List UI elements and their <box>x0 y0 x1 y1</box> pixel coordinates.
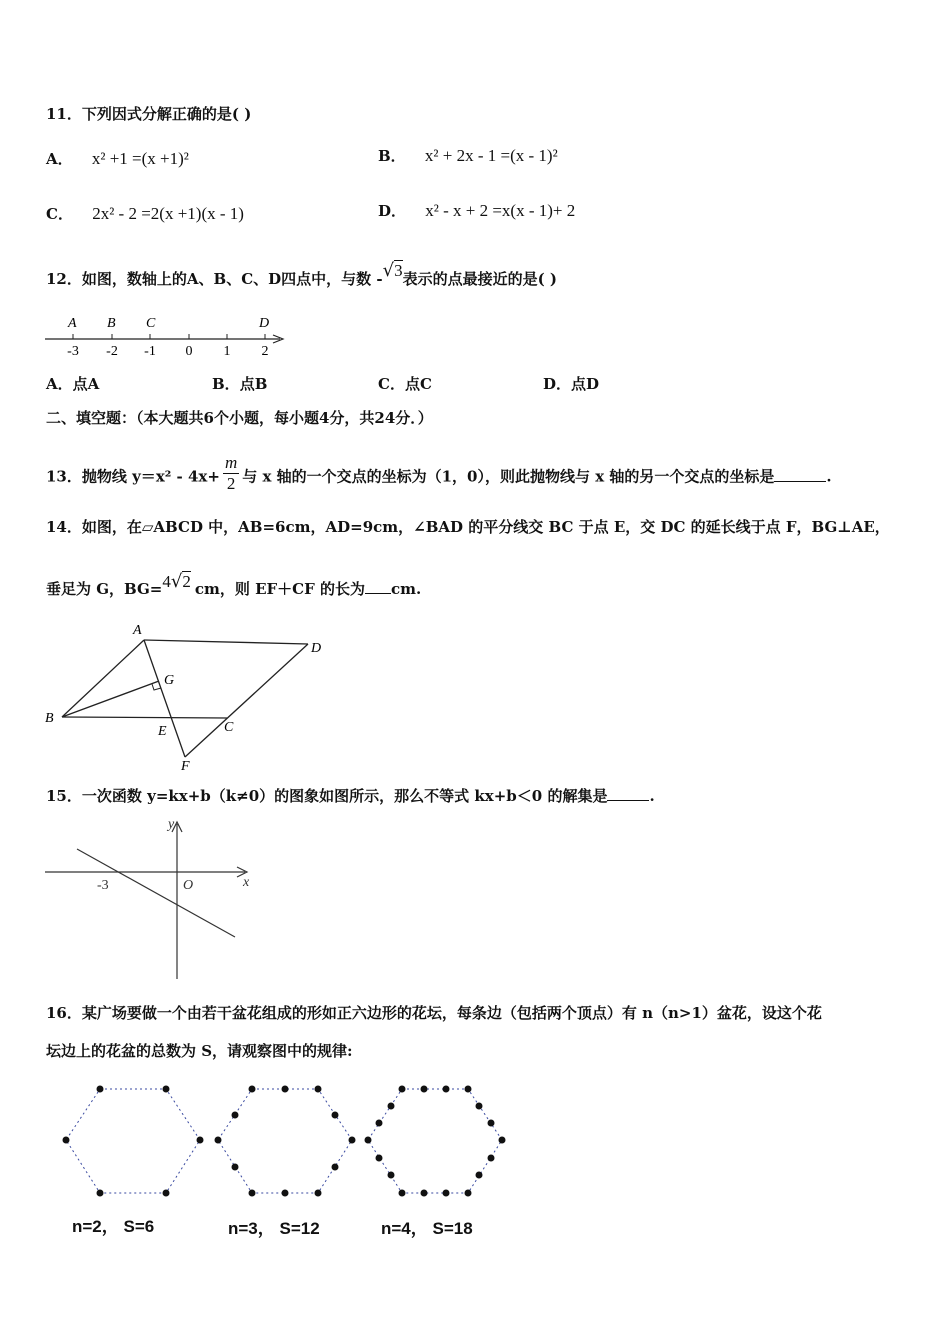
flower-pot-dot <box>365 1137 372 1144</box>
tick-label: 1 <box>223 344 231 359</box>
fraction <box>223 453 239 494</box>
q11-option-c <box>46 203 244 224</box>
caption-n3: n=3， S=12 <box>228 1219 320 1238</box>
x-axis-label: x <box>243 875 250 890</box>
flower-pot-dot <box>332 1164 339 1171</box>
flower-pot-dot <box>488 1120 495 1127</box>
sqrt-sign: √ <box>170 571 183 592</box>
hexagon-outline <box>218 1089 352 1193</box>
section-title: 二、填空题：（本大题共6个小题，每小题4分，共24分．） <box>46 409 433 427</box>
parallelogram-figure <box>40 618 340 776</box>
flower-pot-dot <box>332 1112 339 1119</box>
vertex-label-b: B <box>45 711 54 726</box>
q14-line2-before: 垂足为 G，BG= <box>46 580 163 598</box>
segment-ab <box>62 640 144 717</box>
flower-pot-dot <box>465 1190 472 1197</box>
flower-pot-dot <box>476 1172 483 1179</box>
function-line <box>77 849 235 937</box>
option-label: B． <box>378 147 406 165</box>
flower-pot-dot <box>421 1086 428 1093</box>
radicand: 3 <box>394 261 403 280</box>
q15-stem <box>46 785 655 806</box>
q16-line2: 坛边上的花盆的总数为 S，请观察图中的规律: <box>46 1042 353 1060</box>
point-label-b: B <box>107 316 116 331</box>
point-label-c: C <box>146 316 156 331</box>
segment-bg <box>62 681 159 717</box>
q16-line1: 16．某广场要做一个由若干盆花组成的形如正六边形的花坛，每条边（包括两个顶点）有 n（n>1）盆花，设这个花 <box>46 1004 822 1022</box>
tick-label: 0 <box>185 344 193 359</box>
point-label-d: D <box>259 316 270 331</box>
tick-label: -2 <box>106 344 118 359</box>
option-label: C． <box>46 205 73 223</box>
q14-line2-end: cm. <box>390 580 422 598</box>
flower-pot-dot <box>315 1190 322 1197</box>
q12-option-d <box>543 373 599 394</box>
q13-after: 与 x 轴的一个交点的坐标为（1，0），则此抛物线与 x 轴的另一个交点的坐标是 <box>242 467 775 486</box>
flower-pot-dot <box>232 1112 239 1119</box>
q14-line1: 14．如图，在▱ABCD 中，AB=6cm，AD=9cm，∠BAD 的平分线交 BC 于点 E，交 DC 的延长线于点 F，BG⊥AE， <box>46 518 890 536</box>
hexagon-outline <box>66 1089 200 1193</box>
q11-option-d <box>378 200 575 221</box>
flower-pot-dot <box>163 1190 170 1197</box>
point-label-e: E <box>158 724 167 739</box>
hexagon-figures <box>40 1075 520 1210</box>
q14-line2 <box>46 571 422 599</box>
flower-pot-dot <box>388 1103 395 1110</box>
linear-function-figure <box>40 812 260 984</box>
option-text: 点C <box>404 375 432 393</box>
q15-end: . <box>649 787 655 805</box>
option-text: 点D <box>571 375 600 393</box>
answer-blank[interactable] <box>607 786 649 801</box>
flower-pot-dot <box>376 1120 383 1127</box>
segment-ad <box>144 640 308 644</box>
q11-stem: 11．下列因式分解正确的是( ) <box>46 105 252 123</box>
bg-coefficient: 4 <box>162 572 171 591</box>
bg-radicand: 2 <box>182 572 191 591</box>
q13-end: . <box>826 467 832 486</box>
option-label: A． <box>46 150 73 168</box>
option-expr: x² +1 =(x +1)² <box>91 149 189 168</box>
x-intercept-label: -3 <box>97 878 109 893</box>
flower-pot-dot <box>443 1190 450 1197</box>
flower-pot-dot <box>215 1137 222 1144</box>
vertex-label-c: C <box>224 720 234 735</box>
fraction-denominator: 2 <box>226 474 236 493</box>
option-expr: x² + 2x - 1 =(x - 1)² <box>424 146 558 165</box>
flower-pot-dot <box>349 1137 356 1144</box>
q15-text: 15．一次函数 y=kx+b（k≠0）的图象如图所示，那么不等式 kx+b＜0 的解集是 <box>46 787 608 805</box>
q13-stem <box>46 453 832 498</box>
segment-bc <box>62 717 227 718</box>
flower-pot-dot <box>282 1190 289 1197</box>
hexagon-n4 <box>365 1086 506 1197</box>
flower-pot-dot <box>97 1190 104 1197</box>
option-label: B． <box>212 375 240 393</box>
option-label: D． <box>543 375 572 393</box>
flower-pot-dot <box>376 1155 383 1162</box>
option-expr: 2x² - 2 =2(x +1)(x - 1) <box>92 204 244 223</box>
flower-pot-dot <box>488 1155 495 1162</box>
option-label: A． <box>46 375 73 393</box>
vertex-label-d: D <box>311 641 322 656</box>
tick-label: 2 <box>261 344 269 359</box>
flower-pot-dot <box>63 1137 70 1144</box>
flower-pot-dot <box>163 1086 170 1093</box>
flower-pot-dot <box>443 1086 450 1093</box>
fraction-numerator: m <box>224 453 238 472</box>
answer-blank[interactable] <box>774 467 826 482</box>
q11-option-b <box>378 145 558 166</box>
flower-pot-dot <box>97 1086 104 1093</box>
q14-line2-after: cm，则 EF＋CF 的长为 <box>194 580 365 598</box>
q12-stem-before: 12．如图，数轴上的A、B、C、D四点中，与数 - <box>46 270 383 288</box>
q12-option-b <box>212 373 267 394</box>
flower-pot-dot <box>399 1190 406 1197</box>
q12-option-a <box>46 373 99 394</box>
q12-stem <box>46 260 557 289</box>
point-label-a: A <box>68 316 77 331</box>
flower-pot-dot <box>476 1103 483 1110</box>
segment-df <box>185 644 308 757</box>
point-label-g: G <box>164 673 175 688</box>
tick-label: -3 <box>67 344 79 359</box>
flower-pot-dot <box>465 1086 472 1093</box>
q12-stem-after: 表示的点最接近的是( ) <box>402 270 557 288</box>
flower-pot-dot <box>249 1190 256 1197</box>
hexagon-n3 <box>215 1086 356 1197</box>
y-axis-label: y <box>168 817 175 832</box>
caption-n2: n=2， S=6 <box>72 1217 155 1236</box>
segment-af <box>144 640 185 757</box>
option-label: C． <box>378 375 405 393</box>
option-label: D． <box>378 202 407 220</box>
flower-pot-dot <box>499 1137 506 1144</box>
point-label-f: F <box>181 759 190 774</box>
number-line-figure <box>40 310 300 360</box>
flower-pot-dot <box>388 1172 395 1179</box>
sqrt-sign: √ <box>382 260 395 281</box>
q11-option-a <box>46 148 189 169</box>
flower-pot-dot <box>282 1086 289 1093</box>
tick-label: -1 <box>144 344 156 359</box>
vertex-label-a: A <box>133 623 142 638</box>
q13-before: 13．抛物线 y＝x² - 4x+ <box>46 467 220 486</box>
flower-pot-dot <box>197 1137 204 1144</box>
option-text: 点A <box>72 375 100 393</box>
flower-pot-dot <box>249 1086 256 1093</box>
answer-blank[interactable] <box>365 579 391 594</box>
flower-pot-dot <box>421 1190 428 1197</box>
hexagon-n2 <box>63 1086 204 1197</box>
origin-label: O <box>183 878 194 893</box>
flower-pot-dot <box>315 1086 322 1093</box>
flower-pot-dot <box>399 1086 406 1093</box>
caption-n4: n=4， S=18 <box>381 1219 473 1238</box>
option-text: 点B <box>239 375 268 393</box>
q12-option-c <box>378 373 432 394</box>
option-expr: x² - x + 2 =x(x - 1)+ 2 <box>425 201 576 220</box>
flower-pot-dot <box>232 1164 239 1171</box>
